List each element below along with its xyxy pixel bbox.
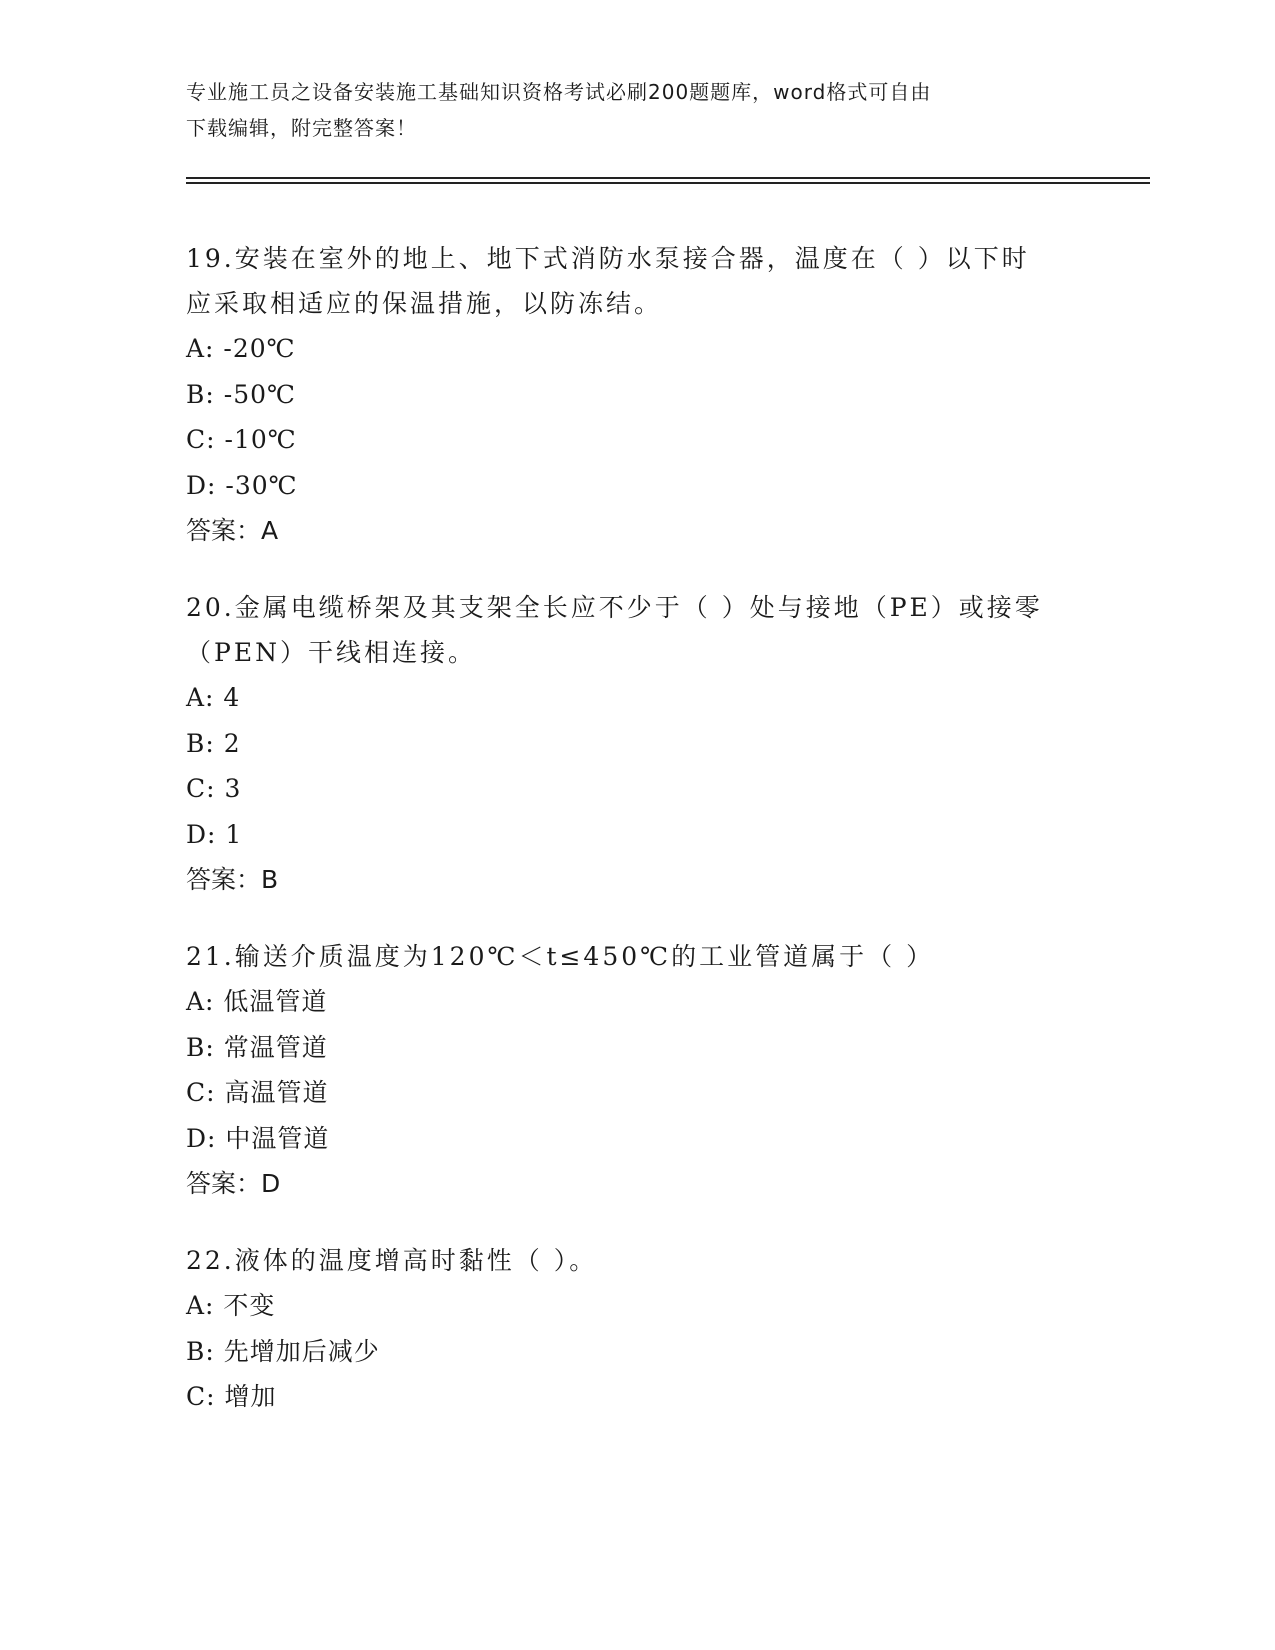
question-stem: 19.安装在室外的地上、地下式消防水泵接合器，温度在（ ）以下时 (186, 244, 1030, 273)
question-21 (186, 934, 1066, 1207)
option-a: A: 低温管道 (186, 987, 328, 1016)
header-divider-top (186, 177, 1150, 179)
header-line-2: 下载编辑，附完整答案！ (186, 116, 417, 140)
option-a: A: 不变 (186, 1291, 276, 1320)
option-c: C: 3 (186, 774, 242, 803)
header-line-1: 专业施工员之设备安装施工基础知识资格考试必刷200题题库，word格式可自由 (186, 80, 932, 104)
question-22 (186, 1238, 1066, 1420)
option-b: B: 2 (186, 728, 241, 758)
option-d: D: 中温管道 (186, 1123, 330, 1153)
question-20 (186, 585, 1066, 903)
question-stem-continued: 应采取相适应的保温措施，以防冻结。 (186, 289, 663, 318)
option-a: A: 4 (186, 683, 241, 712)
header-divider-bottom (186, 182, 1150, 184)
question-stem-continued: （PEN）干线相连接。 (186, 638, 476, 667)
option-d: D: 1 (186, 819, 243, 849)
question-19 (186, 236, 1066, 554)
option-b: B: 常温管道 (186, 1032, 328, 1062)
option-c: C: 增加 (186, 1382, 277, 1411)
answer: 答案：D (186, 1169, 281, 1198)
option-d: D: -30℃ (186, 470, 298, 500)
document-header (186, 74, 1086, 146)
question-list (186, 236, 1066, 1451)
question-stem: 20.金属电缆桥架及其支架全长应不少于（ ）处与接地（PE）或接零 (186, 593, 1043, 622)
answer: 答案：A (186, 516, 279, 545)
answer: 答案：B (186, 865, 279, 894)
option-a: A: -20℃ (186, 334, 296, 363)
option-c: C: -10℃ (186, 425, 297, 454)
question-stem: 22.液体的温度增高时黏性（ ）。 (186, 1246, 598, 1275)
question-stem: 21.输送介质温度为120℃＜t≤450℃的工业管道属于（ ） (186, 942, 935, 971)
option-b: B: 先增加后减少 (186, 1336, 380, 1366)
option-c: C: 高温管道 (186, 1078, 329, 1107)
option-b: B: -50℃ (186, 379, 296, 409)
